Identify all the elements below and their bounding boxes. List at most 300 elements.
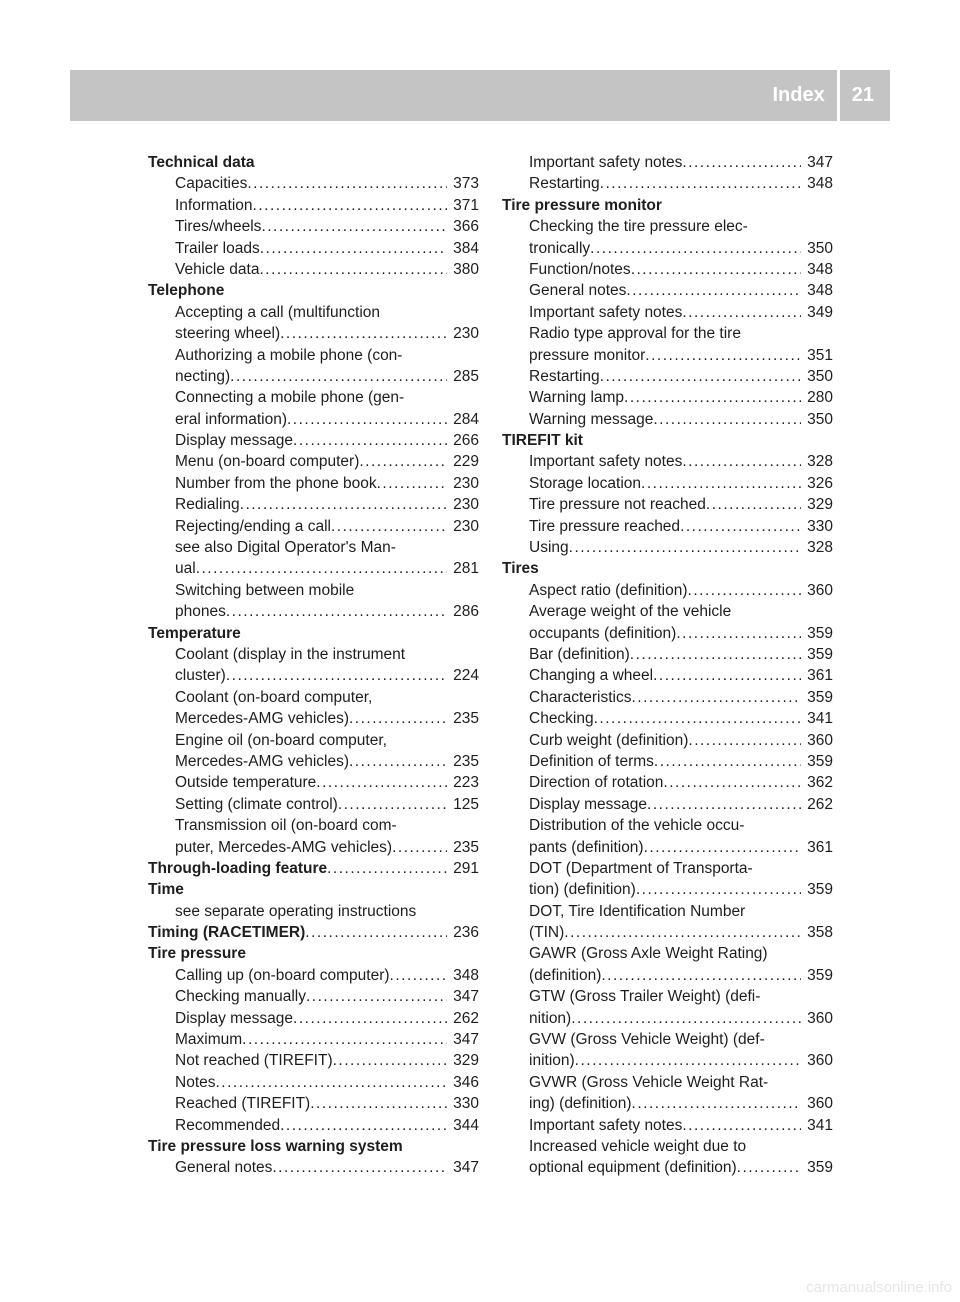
dot-leader bbox=[390, 965, 448, 986]
entry-label: Tire pressure reached bbox=[529, 517, 681, 535]
entry-page-number: 235 bbox=[453, 838, 479, 856]
dot-leader bbox=[377, 473, 448, 494]
dot-leader bbox=[663, 772, 801, 793]
index-entry bbox=[502, 623, 833, 644]
dot-leader bbox=[590, 238, 801, 259]
index-entry bbox=[502, 302, 833, 323]
entry-page-number: 262 bbox=[807, 795, 833, 813]
entry-label: Display message bbox=[175, 432, 294, 450]
dot-leader bbox=[600, 173, 801, 194]
entry-page-number: 348 bbox=[807, 260, 833, 278]
index-entry bbox=[148, 366, 479, 387]
index-entry bbox=[148, 1029, 479, 1050]
entry-label: Using bbox=[529, 539, 569, 557]
index-subentry-line: DOT, Tire Identification Number bbox=[529, 902, 746, 920]
index-entry bbox=[502, 1157, 833, 1178]
dot-leader bbox=[682, 1115, 801, 1136]
dot-leader bbox=[280, 1115, 447, 1136]
index-entry bbox=[502, 708, 833, 729]
index-heading: Tires bbox=[502, 560, 539, 578]
entry-page-number: 361 bbox=[807, 838, 833, 856]
entry-page-number: 360 bbox=[807, 1052, 833, 1070]
entry-label: General notes bbox=[175, 1159, 273, 1177]
entry-page-number: 224 bbox=[453, 667, 479, 685]
entry-page-number: 223 bbox=[453, 774, 479, 792]
entry-page-number: 347 bbox=[453, 988, 479, 1006]
section-title: Index bbox=[772, 84, 825, 106]
dot-leader bbox=[631, 259, 801, 280]
index-heading: Tire pressure loss warning system bbox=[148, 1137, 403, 1155]
entry-label: cluster) bbox=[175, 667, 226, 685]
index-subentry-line: DOT (Department of Transporta- bbox=[529, 859, 753, 877]
entry-page-number: 360 bbox=[807, 731, 833, 749]
entry-page-number: 291 bbox=[453, 859, 479, 877]
index-subentry-line: GTW (Gross Trailer Weight) (defi- bbox=[529, 988, 761, 1006]
entry-label: Setting (climate control) bbox=[175, 795, 338, 813]
index-entry bbox=[148, 259, 479, 280]
entry-label: Notes bbox=[175, 1073, 216, 1091]
index-entry bbox=[502, 687, 833, 708]
dot-leader bbox=[737, 1157, 801, 1178]
entry-page-number: 280 bbox=[807, 389, 833, 407]
entry-label: General notes bbox=[529, 282, 627, 300]
dot-leader bbox=[575, 1050, 801, 1071]
page-header-bar bbox=[70, 70, 890, 121]
index-subentry-line: GVWR (Gross Vehicle Weight Rat- bbox=[529, 1073, 769, 1091]
index-entry bbox=[148, 558, 479, 579]
index-entry bbox=[502, 280, 833, 301]
index-entry bbox=[502, 345, 833, 366]
dot-leader bbox=[287, 409, 447, 430]
entry-page-number: 328 bbox=[807, 453, 833, 471]
entry-page-number: 341 bbox=[807, 710, 833, 728]
index-entry bbox=[148, 216, 479, 237]
index-entry bbox=[502, 238, 833, 259]
index-entry bbox=[502, 494, 833, 515]
index-entry bbox=[502, 516, 833, 537]
entry-page-number: 330 bbox=[807, 517, 833, 535]
entry-page-number: 366 bbox=[453, 218, 479, 236]
index-entry bbox=[148, 409, 479, 430]
entry-page-number: 348 bbox=[807, 175, 833, 193]
entry-label: (definition) bbox=[529, 966, 602, 984]
index-subentry-line: Switching between mobile bbox=[175, 581, 355, 599]
entry-label: Timing (RACETIMER) bbox=[148, 924, 306, 942]
entry-page-number: 359 bbox=[807, 966, 833, 984]
entry-label: Warning lamp bbox=[529, 389, 625, 407]
index-subentry-line: see also Digital Operator's Man- bbox=[175, 539, 396, 557]
entry-label: Redialing bbox=[175, 496, 240, 514]
entry-page-number: 284 bbox=[453, 410, 479, 428]
watermark: carmanualsonline.info bbox=[806, 1279, 952, 1296]
index-subentry-line: see separate operating instructions bbox=[175, 902, 417, 920]
index-entry bbox=[148, 473, 479, 494]
entry-label: Warning message bbox=[529, 410, 654, 428]
index-subentry-line: Transmission oil (on-board com- bbox=[175, 817, 397, 835]
entry-page-number: 359 bbox=[807, 624, 833, 642]
entry-label: Important safety notes bbox=[529, 453, 683, 471]
entry-page-number: 230 bbox=[453, 474, 479, 492]
index-entry bbox=[148, 516, 479, 537]
dot-leader bbox=[647, 794, 801, 815]
dot-leader bbox=[333, 1050, 448, 1071]
dot-leader bbox=[226, 601, 447, 622]
dot-leader bbox=[306, 986, 447, 1007]
index-entry bbox=[148, 494, 479, 515]
dot-leader bbox=[645, 345, 801, 366]
entry-label: Curb weight (definition) bbox=[529, 731, 689, 749]
dot-leader bbox=[641, 473, 801, 494]
dot-leader bbox=[293, 1008, 447, 1029]
entry-label: Outside temperature bbox=[175, 774, 317, 792]
dot-leader bbox=[327, 858, 447, 879]
dot-leader bbox=[654, 751, 801, 772]
entry-page-number: 235 bbox=[453, 752, 479, 770]
dot-leader bbox=[630, 644, 801, 665]
index-subentry-line: Checking the tire pressure elec- bbox=[529, 218, 748, 236]
dot-leader bbox=[624, 387, 801, 408]
entry-label: Checking manually bbox=[175, 988, 306, 1006]
entry-page-number: 286 bbox=[453, 603, 479, 621]
entry-label: Restarting bbox=[529, 367, 600, 385]
entry-label: Number from the phone book bbox=[175, 474, 377, 492]
index-heading-entry bbox=[148, 922, 479, 943]
dot-leader bbox=[594, 708, 802, 729]
entry-label: Tire pressure not reached bbox=[529, 496, 706, 514]
index-entry bbox=[502, 173, 833, 194]
dot-leader bbox=[196, 558, 447, 579]
entry-page-number: 230 bbox=[453, 325, 479, 343]
entry-label: Menu (on-board computer) bbox=[175, 453, 360, 471]
entry-page-number: 330 bbox=[453, 1095, 479, 1113]
entry-page-number: 360 bbox=[807, 1009, 833, 1027]
index-subentry-line: Coolant (display in the instrument bbox=[175, 645, 406, 663]
entry-page-number: 344 bbox=[453, 1116, 479, 1134]
entry-page-number: 359 bbox=[807, 1159, 833, 1177]
dot-leader bbox=[682, 152, 801, 173]
dot-leader bbox=[682, 451, 801, 472]
entry-label: (TIN) bbox=[529, 924, 565, 942]
entry-page-number: 359 bbox=[807, 688, 833, 706]
entry-page-number: 262 bbox=[453, 1009, 479, 1027]
entry-page-number: 358 bbox=[807, 924, 833, 942]
index-column-left bbox=[148, 152, 479, 1179]
index-subentry-line: Average weight of the vehicle bbox=[529, 603, 732, 621]
page-number: 21 bbox=[851, 84, 874, 106]
dot-leader bbox=[392, 837, 447, 858]
entry-label: ing) (definition) bbox=[529, 1095, 632, 1113]
dot-leader bbox=[653, 409, 801, 430]
entry-label: necting) bbox=[175, 367, 231, 385]
entry-page-number: 360 bbox=[807, 1095, 833, 1113]
dot-leader bbox=[331, 516, 447, 537]
index-heading: Time bbox=[148, 881, 184, 899]
entry-page-number: 266 bbox=[453, 432, 479, 450]
index-entry bbox=[502, 409, 833, 430]
entry-page-number: 235 bbox=[453, 710, 479, 728]
entry-label: nition) bbox=[529, 1009, 572, 1027]
entry-label: pressure monitor bbox=[529, 346, 646, 364]
index-entry bbox=[502, 537, 833, 558]
entry-label: Not reached (TIREFIT) bbox=[175, 1052, 333, 1070]
index-entry bbox=[502, 473, 833, 494]
index-entry bbox=[502, 387, 833, 408]
index-subentry-line: Distribution of the vehicle occu- bbox=[529, 817, 745, 835]
dot-leader bbox=[259, 259, 447, 280]
entry-page-number: 359 bbox=[807, 752, 833, 770]
index-entry bbox=[148, 1115, 479, 1136]
entry-label: Aspect ratio (definition) bbox=[529, 581, 688, 599]
index-entry bbox=[148, 772, 479, 793]
dot-leader bbox=[644, 837, 802, 858]
index-entry bbox=[148, 1050, 479, 1071]
entry-page-number: 348 bbox=[807, 282, 833, 300]
entry-page-number: 329 bbox=[807, 496, 833, 514]
entry-page-number: 359 bbox=[807, 645, 833, 663]
entry-page-number: 346 bbox=[453, 1073, 479, 1091]
entry-page-number: 373 bbox=[453, 175, 479, 193]
dot-leader bbox=[682, 302, 801, 323]
entry-label: Maximum bbox=[175, 1031, 243, 1049]
index-entry bbox=[148, 751, 479, 772]
dot-leader bbox=[230, 366, 447, 387]
index-entry bbox=[502, 730, 833, 751]
index-entry bbox=[502, 922, 833, 943]
entry-page-number: 351 bbox=[807, 346, 833, 364]
entry-label: steering wheel) bbox=[175, 325, 281, 343]
entry-label: Capacities bbox=[175, 175, 248, 193]
entry-page-number: 347 bbox=[453, 1031, 479, 1049]
index-entry bbox=[148, 195, 479, 216]
entry-page-number: 349 bbox=[807, 303, 833, 321]
index-entry bbox=[502, 152, 833, 173]
dot-leader bbox=[653, 665, 801, 686]
entry-label: Recommended bbox=[175, 1116, 281, 1134]
entry-page-number: 236 bbox=[453, 924, 479, 942]
dot-leader bbox=[272, 1157, 447, 1178]
entry-label: Mercedes-AMG vehicles) bbox=[175, 752, 349, 770]
entry-page-number: 341 bbox=[807, 1116, 833, 1134]
index-entry bbox=[148, 238, 479, 259]
entry-label: optional equipment (definition) bbox=[529, 1159, 737, 1177]
index-subentry-line: Engine oil (on-board computer, bbox=[175, 731, 387, 749]
index-entry bbox=[148, 965, 479, 986]
entry-label: Trailer loads bbox=[175, 239, 260, 257]
entry-label: Restarting bbox=[529, 175, 600, 193]
dot-leader bbox=[571, 1008, 801, 1029]
entry-page-number: 326 bbox=[807, 474, 833, 492]
index-entry bbox=[148, 1072, 479, 1093]
entry-label: Tires/wheels bbox=[175, 218, 262, 236]
dot-leader bbox=[676, 623, 801, 644]
dot-leader bbox=[626, 280, 801, 301]
index-entry bbox=[502, 1115, 833, 1136]
index-entry bbox=[502, 366, 833, 387]
dot-leader bbox=[338, 794, 447, 815]
entry-label: Important safety notes bbox=[529, 1116, 683, 1134]
entry-label: Rejecting/ending a call bbox=[175, 517, 331, 535]
entry-label: tronically bbox=[529, 239, 591, 257]
dot-leader bbox=[310, 1093, 447, 1114]
dot-leader bbox=[632, 687, 802, 708]
dot-leader bbox=[680, 516, 801, 537]
index-heading-entry bbox=[148, 858, 479, 879]
dot-leader bbox=[216, 1072, 448, 1093]
dot-leader bbox=[305, 922, 447, 943]
dot-leader bbox=[564, 922, 801, 943]
entry-label: Characteristics bbox=[529, 688, 632, 706]
entry-label: Changing a wheel bbox=[529, 667, 654, 685]
index-entry bbox=[148, 601, 479, 622]
entry-label: Important safety notes bbox=[529, 154, 683, 171]
index-column-right bbox=[502, 152, 833, 1179]
entry-label: Storage location bbox=[529, 474, 642, 492]
index-entry bbox=[148, 430, 479, 451]
index-entry bbox=[502, 772, 833, 793]
entry-page-number: 380 bbox=[453, 260, 479, 278]
entry-page-number: 350 bbox=[807, 410, 833, 428]
index-subentry-line: GVW (Gross Vehicle Weight) (def- bbox=[529, 1031, 765, 1049]
entry-label: phones bbox=[175, 603, 226, 621]
entry-page-number: 230 bbox=[453, 496, 479, 514]
index-entry bbox=[502, 1050, 833, 1071]
dot-leader bbox=[280, 323, 447, 344]
entry-label: Bar (definition) bbox=[529, 645, 630, 663]
index-heading: Telephone bbox=[148, 282, 225, 300]
dot-leader bbox=[240, 494, 447, 515]
entry-page-number: 347 bbox=[453, 1159, 479, 1177]
entry-label: Display message bbox=[529, 795, 648, 813]
entry-label: Vehicle data bbox=[175, 260, 260, 278]
entry-label: Definition of terms bbox=[529, 752, 654, 770]
dot-leader bbox=[349, 708, 447, 729]
index-subentry-line: Connecting a mobile phone (gen- bbox=[175, 389, 405, 407]
entry-page-number: 348 bbox=[453, 966, 479, 984]
index-entry bbox=[502, 1008, 833, 1029]
entry-page-number: 359 bbox=[807, 881, 833, 899]
index-heading: Technical data bbox=[148, 154, 255, 171]
dot-leader bbox=[247, 173, 447, 194]
index-subentry-line: Coolant (on-board computer, bbox=[175, 688, 373, 706]
index-entry bbox=[502, 837, 833, 858]
entry-page-number: 328 bbox=[807, 539, 833, 557]
entry-label: tion) (definition) bbox=[529, 881, 636, 899]
index-entry bbox=[502, 794, 833, 815]
entry-label: Display message bbox=[175, 1009, 294, 1027]
index-entry bbox=[502, 879, 833, 900]
index-heading: Tire pressure bbox=[148, 945, 246, 963]
index-entry bbox=[502, 965, 833, 986]
entry-label: Mercedes-AMG vehicles) bbox=[175, 710, 349, 728]
index-heading: TIREFIT kit bbox=[502, 432, 583, 450]
index-entry bbox=[148, 794, 479, 815]
dot-leader bbox=[601, 965, 801, 986]
index-entry bbox=[502, 1093, 833, 1114]
entry-label: Calling up (on-board computer) bbox=[175, 966, 390, 984]
entry-label: Reached (TIREFIT) bbox=[175, 1095, 311, 1113]
entry-page-number: 361 bbox=[807, 667, 833, 685]
index-subentry-line: Accepting a call (multifunction bbox=[175, 303, 381, 321]
index-entry bbox=[148, 451, 479, 472]
dot-leader bbox=[226, 665, 447, 686]
dot-leader bbox=[242, 1029, 447, 1050]
dot-leader bbox=[293, 430, 447, 451]
dot-leader bbox=[349, 751, 447, 772]
index-entry bbox=[148, 1157, 479, 1178]
entry-label: inition) bbox=[529, 1052, 575, 1070]
index-entry bbox=[502, 259, 833, 280]
index-entry bbox=[502, 665, 833, 686]
index-entry bbox=[502, 751, 833, 772]
dot-leader bbox=[260, 238, 447, 259]
entry-label: Information bbox=[175, 196, 253, 214]
entry-page-number: 350 bbox=[807, 239, 833, 257]
entry-page-number: 362 bbox=[807, 774, 833, 792]
dot-leader bbox=[359, 451, 447, 472]
entry-page-number: 229 bbox=[453, 453, 479, 471]
index-heading: Tire pressure monitor bbox=[502, 196, 662, 214]
entry-label: ual bbox=[175, 560, 196, 578]
entry-label: Important safety notes bbox=[529, 303, 683, 321]
dot-leader bbox=[688, 580, 802, 601]
dot-leader bbox=[316, 772, 447, 793]
dot-leader bbox=[632, 1093, 802, 1114]
dot-leader bbox=[706, 494, 801, 515]
index-entry bbox=[148, 708, 479, 729]
entry-page-number: 281 bbox=[453, 560, 479, 578]
index-entry bbox=[148, 173, 479, 194]
dot-leader bbox=[688, 730, 801, 751]
index-heading: Temperature bbox=[148, 624, 241, 642]
index-subentry-line: Increased vehicle weight due to bbox=[529, 1137, 747, 1155]
entry-page-number: 371 bbox=[453, 196, 479, 214]
index-subentry-line: Radio type approval for the tire bbox=[529, 325, 741, 343]
index-subentry-line: GAWR (Gross Axle Weight Rating) bbox=[529, 945, 768, 963]
entry-label: occupants (definition) bbox=[529, 624, 677, 642]
entry-label: puter, Mercedes-AMG vehicles) bbox=[175, 838, 393, 856]
dot-leader bbox=[600, 366, 801, 387]
entry-page-number: 347 bbox=[807, 154, 833, 171]
entry-page-number: 285 bbox=[453, 367, 479, 385]
index-subentry-line: Authorizing a mobile phone (con- bbox=[175, 346, 403, 364]
entry-label: pants (definition) bbox=[529, 838, 644, 856]
entry-page-number: 125 bbox=[453, 795, 479, 813]
index-entry bbox=[148, 837, 479, 858]
dot-leader bbox=[261, 216, 447, 237]
entry-page-number: 384 bbox=[453, 239, 479, 257]
dot-leader bbox=[636, 879, 801, 900]
index-entry bbox=[502, 580, 833, 601]
index-entry bbox=[148, 1008, 479, 1029]
entry-page-number: 329 bbox=[453, 1052, 479, 1070]
entry-label: Direction of rotation bbox=[529, 774, 664, 792]
index-entry bbox=[148, 323, 479, 344]
entry-label: Checking bbox=[529, 710, 594, 728]
entry-label: Function/notes bbox=[529, 260, 631, 278]
index-entry bbox=[502, 451, 833, 472]
entry-label: eral information) bbox=[175, 410, 287, 428]
entry-page-number: 350 bbox=[807, 367, 833, 385]
index-entry bbox=[148, 986, 479, 1007]
index-entry bbox=[148, 665, 479, 686]
dot-leader bbox=[569, 537, 801, 558]
entry-label: Through-loading feature bbox=[148, 859, 328, 877]
entry-page-number: 230 bbox=[453, 517, 479, 535]
entry-page-number: 360 bbox=[807, 581, 833, 599]
index-entry bbox=[148, 1093, 479, 1114]
dot-leader bbox=[253, 195, 448, 216]
index-entry bbox=[502, 644, 833, 665]
